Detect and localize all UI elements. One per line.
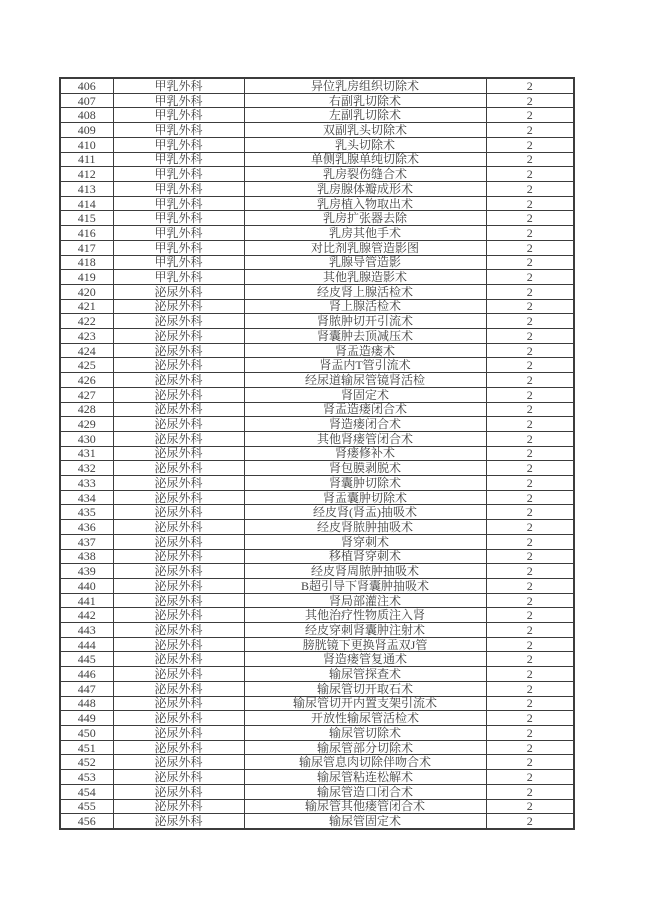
table-row — [60, 196, 574, 211]
table-row — [60, 93, 574, 108]
cell-procedure-name[interactable]: 肾上腺活检术 — [244, 299, 486, 314]
table-row — [60, 211, 574, 226]
cell-row-number[interactable]: 435 — [60, 505, 113, 520]
cell-department[interactable]: 泌尿外科 — [113, 387, 244, 402]
cell-department[interactable]: 甲乳外科 — [113, 93, 244, 108]
cell-procedure-name[interactable]: 肾盂造瘘术 — [244, 343, 486, 358]
cell-department[interactable]: 泌尿外科 — [113, 608, 244, 623]
cell-value[interactable]: 2 — [486, 167, 574, 182]
cell-row-number[interactable]: 417 — [60, 240, 113, 255]
cell-value[interactable]: 2 — [486, 637, 574, 652]
table-row — [60, 343, 574, 358]
cell-procedure-name[interactable]: 乳头切除术 — [244, 137, 486, 152]
table-row — [60, 373, 574, 388]
cell-procedure-name[interactable]: 输尿管息肉切除伴吻合术 — [244, 755, 486, 770]
table-row — [60, 549, 574, 564]
cell-procedure-name[interactable]: 乳房腺体瓣成形术 — [244, 181, 486, 196]
table-row — [60, 681, 574, 696]
cell-row-number[interactable]: 419 — [60, 270, 113, 285]
table-row — [60, 696, 574, 711]
cell-value[interactable]: 2 — [486, 696, 574, 711]
cell-procedure-name[interactable]: 对比剂乳腺管造影图 — [244, 240, 486, 255]
cell-procedure-name[interactable]: 肾盂造瘘闭合术 — [244, 402, 486, 417]
table-row — [60, 137, 574, 152]
cell-procedure-name[interactable]: 单侧乳腺单纯切除术 — [244, 152, 486, 167]
cell-value[interactable]: 2 — [486, 123, 574, 138]
cell-value[interactable]: 2 — [486, 623, 574, 638]
cell-department[interactable]: 泌尿外科 — [113, 696, 244, 711]
cell-value[interactable]: 2 — [486, 652, 574, 667]
table-row — [60, 564, 574, 579]
cell-value[interactable]: 2 — [486, 476, 574, 491]
cell-department[interactable]: 泌尿外科 — [113, 637, 244, 652]
cell-row-number[interactable]: 407 — [60, 93, 113, 108]
cell-value[interactable]: 2 — [486, 784, 574, 799]
table-row — [60, 755, 574, 770]
cell-department[interactable]: 泌尿外科 — [113, 770, 244, 785]
cell-procedure-name[interactable]: 输尿管切除术 — [244, 726, 486, 741]
table-row — [60, 402, 574, 417]
cell-row-number[interactable]: 434 — [60, 490, 113, 505]
cell-value[interactable]: 2 — [486, 152, 574, 167]
cell-row-number[interactable]: 418 — [60, 255, 113, 270]
cell-department[interactable]: 甲乳外科 — [113, 123, 244, 138]
cell-department[interactable]: 甲乳外科 — [113, 240, 244, 255]
table-row — [60, 608, 574, 623]
cell-department[interactable]: 泌尿外科 — [113, 711, 244, 726]
cell-value[interactable]: 2 — [486, 299, 574, 314]
cell-procedure-name[interactable]: 肾造瘘闭合术 — [244, 417, 486, 432]
cell-value[interactable]: 2 — [486, 726, 574, 741]
cell-procedure-name[interactable]: 膀胱镜下更换肾盂双J管 — [244, 637, 486, 652]
cell-department[interactable]: 泌尿外科 — [113, 520, 244, 535]
cell-procedure-name[interactable]: 左副乳切除术 — [244, 108, 486, 123]
cell-procedure-name[interactable]: 乳房扩张器去除 — [244, 211, 486, 226]
cell-row-number[interactable]: 451 — [60, 740, 113, 755]
table-row — [60, 505, 574, 520]
cell-procedure-name[interactable]: 肾囊肿去顶减压术 — [244, 329, 486, 344]
cell-procedure-name[interactable]: 肾囊肿切除术 — [244, 476, 486, 491]
table-row — [60, 711, 574, 726]
cell-procedure-name[interactable]: 输尿管切开内置支架引流术 — [244, 696, 486, 711]
cell-value[interactable]: 2 — [486, 211, 574, 226]
cell-value[interactable]: 2 — [486, 608, 574, 623]
cell-value[interactable]: 2 — [486, 314, 574, 329]
cell-procedure-name[interactable]: 肾固定术 — [244, 387, 486, 402]
cell-value[interactable]: 2 — [486, 534, 574, 549]
cell-department[interactable]: 甲乳外科 — [113, 108, 244, 123]
cell-department[interactable]: 泌尿外科 — [113, 799, 244, 814]
cell-department[interactable]: 泌尿外科 — [113, 358, 244, 373]
table-row — [60, 461, 574, 476]
cell-row-number[interactable]: 453 — [60, 770, 113, 785]
cell-row-number[interactable]: 456 — [60, 814, 113, 829]
cell-procedure-name[interactable]: 经皮肾周脓肿抽吸术 — [244, 564, 486, 579]
cell-department[interactable]: 泌尿外科 — [113, 402, 244, 417]
cell-row-number[interactable]: 406 — [60, 78, 113, 93]
cell-procedure-name[interactable]: 乳房植入物取出术 — [244, 196, 486, 211]
cell-row-number[interactable]: 450 — [60, 726, 113, 741]
cell-department[interactable]: 甲乳外科 — [113, 152, 244, 167]
cell-value[interactable]: 2 — [486, 549, 574, 564]
cell-row-number[interactable]: 421 — [60, 299, 113, 314]
cell-department[interactable]: 泌尿外科 — [113, 755, 244, 770]
cell-row-number[interactable]: 414 — [60, 196, 113, 211]
cell-procedure-name[interactable]: 经尿道输尿管镜肾活检 — [244, 373, 486, 388]
cell-procedure-name[interactable]: 肾盂囊肿切除术 — [244, 490, 486, 505]
cell-department[interactable]: 泌尿外科 — [113, 461, 244, 476]
cell-row-number[interactable]: 431 — [60, 446, 113, 461]
cell-value[interactable]: 2 — [486, 667, 574, 682]
table-row — [60, 652, 574, 667]
table-row — [60, 108, 574, 123]
cell-row-number[interactable]: 444 — [60, 637, 113, 652]
cell-value[interactable]: 2 — [486, 711, 574, 726]
table-row — [60, 667, 574, 682]
cell-value[interactable]: 2 — [486, 446, 574, 461]
cell-value[interactable]: 2 — [486, 593, 574, 608]
cell-value[interactable]: 2 — [486, 520, 574, 535]
cell-department[interactable]: 泌尿外科 — [113, 417, 244, 432]
cell-procedure-name[interactable]: 肾穿刺术 — [244, 534, 486, 549]
cell-procedure-name[interactable]: 输尿管部分切除术 — [244, 740, 486, 755]
table-row — [60, 270, 574, 285]
cell-procedure-name[interactable]: 输尿管切开取石术 — [244, 681, 486, 696]
cell-procedure-name[interactable]: 其他肾瘘管闭合术 — [244, 431, 486, 446]
cell-procedure-name[interactable]: 经皮肾上腺活检术 — [244, 284, 486, 299]
cell-procedure-name[interactable]: 肾瘘修补术 — [244, 446, 486, 461]
cell-row-number[interactable]: 424 — [60, 343, 113, 358]
table-row — [60, 534, 574, 549]
cell-value[interactable]: 2 — [486, 358, 574, 373]
cell-value[interactable]: 2 — [486, 78, 574, 93]
cell-procedure-name[interactable]: 输尿管探查术 — [244, 667, 486, 682]
cell-department[interactable]: 泌尿外科 — [113, 534, 244, 549]
cell-department[interactable]: 泌尿外科 — [113, 373, 244, 388]
cell-procedure-name[interactable]: 输尿管粘连松解术 — [244, 770, 486, 785]
cell-row-number[interactable]: 441 — [60, 593, 113, 608]
cell-department[interactable]: 泌尿外科 — [113, 490, 244, 505]
cell-department[interactable]: 泌尿外科 — [113, 726, 244, 741]
cell-row-number[interactable]: 446 — [60, 667, 113, 682]
cell-value[interactable]: 2 — [486, 181, 574, 196]
table-row — [60, 226, 574, 241]
cell-procedure-name[interactable]: 输尿管造口闭合术 — [244, 784, 486, 799]
cell-value[interactable]: 2 — [486, 270, 574, 285]
cell-row-number[interactable]: 427 — [60, 387, 113, 402]
table-row — [60, 240, 574, 255]
cell-department[interactable]: 泌尿外科 — [113, 740, 244, 755]
cell-value[interactable]: 2 — [486, 343, 574, 358]
cell-department[interactable]: 泌尿外科 — [113, 667, 244, 682]
cell-department[interactable]: 泌尿外科 — [113, 578, 244, 593]
cell-value[interactable]: 2 — [486, 387, 574, 402]
table-row — [60, 329, 574, 344]
table-row — [60, 78, 574, 93]
cell-row-number[interactable]: 420 — [60, 284, 113, 299]
cell-procedure-name[interactable]: 肾脓肿切开引流术 — [244, 314, 486, 329]
cell-department[interactable]: 泌尿外科 — [113, 284, 244, 299]
table-row — [60, 490, 574, 505]
cell-department[interactable]: 泌尿外科 — [113, 299, 244, 314]
table-row — [60, 520, 574, 535]
cell-procedure-name[interactable]: 经皮肾(肾盂)抽吸术 — [244, 505, 486, 520]
table-row — [60, 358, 574, 373]
cell-value[interactable]: 2 — [486, 740, 574, 755]
table-row — [60, 167, 574, 182]
table-row — [60, 623, 574, 638]
cell-department[interactable]: 甲乳外科 — [113, 270, 244, 285]
table-row — [60, 314, 574, 329]
cell-department[interactable]: 甲乳外科 — [113, 137, 244, 152]
table-row — [60, 726, 574, 741]
cell-row-number[interactable]: 408 — [60, 108, 113, 123]
table-row — [60, 784, 574, 799]
cell-department[interactable]: 泌尿外科 — [113, 505, 244, 520]
cell-department[interactable]: 泌尿外科 — [113, 784, 244, 799]
cell-value[interactable]: 2 — [486, 431, 574, 446]
cell-row-number[interactable]: 422 — [60, 314, 113, 329]
table-row — [60, 284, 574, 299]
cell-row-number[interactable]: 426 — [60, 373, 113, 388]
cell-row-number[interactable]: 449 — [60, 711, 113, 726]
cell-row-number[interactable]: 442 — [60, 608, 113, 623]
cell-procedure-name[interactable]: 其他治疗性物质注入肾 — [244, 608, 486, 623]
cell-row-number[interactable]: 455 — [60, 799, 113, 814]
cell-row-number[interactable]: 432 — [60, 461, 113, 476]
cell-department[interactable]: 甲乳外科 — [113, 226, 244, 241]
cell-value[interactable]: 2 — [486, 505, 574, 520]
cell-department[interactable]: 泌尿外科 — [113, 623, 244, 638]
cell-row-number[interactable]: 423 — [60, 329, 113, 344]
cell-department[interactable]: 泌尿外科 — [113, 549, 244, 564]
cell-value[interactable]: 2 — [486, 196, 574, 211]
cell-value[interactable]: 2 — [486, 814, 574, 829]
cell-value[interactable]: 2 — [486, 681, 574, 696]
cell-procedure-name[interactable]: 双副乳头切除术 — [244, 123, 486, 138]
cell-row-number[interactable]: 445 — [60, 652, 113, 667]
cell-value[interactable]: 2 — [486, 137, 574, 152]
cell-department[interactable]: 泌尿外科 — [113, 329, 244, 344]
cell-department[interactable]: 泌尿外科 — [113, 564, 244, 579]
cell-department[interactable]: 泌尿外科 — [113, 343, 244, 358]
table-row — [60, 476, 574, 491]
cell-row-number[interactable]: 428 — [60, 402, 113, 417]
table-row — [60, 431, 574, 446]
table-row — [60, 770, 574, 785]
cell-procedure-name[interactable]: 肾造瘘管复通术 — [244, 652, 486, 667]
cell-value[interactable]: 2 — [486, 417, 574, 432]
cell-row-number[interactable]: 440 — [60, 578, 113, 593]
cell-department[interactable]: 泌尿外科 — [113, 814, 244, 829]
cell-row-number[interactable]: 443 — [60, 623, 113, 638]
table-row — [60, 740, 574, 755]
cell-procedure-name[interactable]: 乳房裂伤缝合术 — [244, 167, 486, 182]
cell-department[interactable]: 泌尿外科 — [113, 431, 244, 446]
cell-department[interactable]: 甲乳外科 — [113, 196, 244, 211]
cell-value[interactable]: 2 — [486, 108, 574, 123]
table-row — [60, 814, 574, 829]
cell-department[interactable]: 泌尿外科 — [113, 593, 244, 608]
cell-procedure-name[interactable]: 经皮肾脓肿抽吸术 — [244, 520, 486, 535]
table-row — [60, 578, 574, 593]
cell-department[interactable]: 甲乳外科 — [113, 181, 244, 196]
cell-value[interactable]: 2 — [486, 402, 574, 417]
cell-department[interactable]: 泌尿外科 — [113, 446, 244, 461]
cell-procedure-name[interactable]: 肾包膜剥脱术 — [244, 461, 486, 476]
table-row — [60, 123, 574, 138]
cell-row-number[interactable]: 433 — [60, 476, 113, 491]
cell-row-number[interactable]: 409 — [60, 123, 113, 138]
cell-row-number[interactable]: 447 — [60, 681, 113, 696]
cell-procedure-name[interactable]: B超引导下肾囊肿抽吸术 — [244, 578, 486, 593]
cell-row-number[interactable]: 416 — [60, 226, 113, 241]
cell-row-number[interactable]: 430 — [60, 431, 113, 446]
cell-procedure-name[interactable]: 异位乳房组织切除术 — [244, 78, 486, 93]
cell-department[interactable]: 泌尿外科 — [113, 681, 244, 696]
table-row — [60, 152, 574, 167]
cell-row-number[interactable]: 439 — [60, 564, 113, 579]
cell-procedure-name[interactable]: 开放性输尿管活检术 — [244, 711, 486, 726]
cell-value[interactable]: 2 — [486, 770, 574, 785]
cell-procedure-name[interactable]: 乳腺导管造影 — [244, 255, 486, 270]
cell-value[interactable]: 2 — [486, 284, 574, 299]
cell-value[interactable]: 2 — [486, 799, 574, 814]
procedure-table — [59, 77, 575, 830]
cell-department[interactable]: 泌尿外科 — [113, 652, 244, 667]
cell-row-number[interactable]: 437 — [60, 534, 113, 549]
cell-procedure-name[interactable]: 肾局部灌注术 — [244, 593, 486, 608]
cell-row-number[interactable]: 425 — [60, 358, 113, 373]
cell-department[interactable]: 泌尿外科 — [113, 314, 244, 329]
cell-row-number[interactable]: 411 — [60, 152, 113, 167]
table-row — [60, 181, 574, 196]
cell-value[interactable]: 2 — [486, 373, 574, 388]
cell-row-number[interactable]: 452 — [60, 755, 113, 770]
cell-procedure-name[interactable]: 右副乳切除术 — [244, 93, 486, 108]
cell-row-number[interactable]: 413 — [60, 181, 113, 196]
cell-row-number[interactable]: 448 — [60, 696, 113, 711]
cell-procedure-name[interactable]: 移植肾穿刺术 — [244, 549, 486, 564]
cell-department[interactable]: 甲乳外科 — [113, 211, 244, 226]
cell-procedure-name[interactable]: 输尿管固定术 — [244, 814, 486, 829]
table-row — [60, 255, 574, 270]
cell-procedure-name[interactable]: 乳房其他手术 — [244, 226, 486, 241]
cell-department[interactable]: 甲乳外科 — [113, 167, 244, 182]
cell-row-number[interactable]: 454 — [60, 784, 113, 799]
table-row — [60, 593, 574, 608]
table-row — [60, 417, 574, 432]
cell-value[interactable]: 2 — [486, 490, 574, 505]
cell-procedure-name[interactable]: 其他乳腺造影术 — [244, 270, 486, 285]
table-row — [60, 637, 574, 652]
cell-value[interactable]: 2 — [486, 755, 574, 770]
cell-department[interactable]: 甲乳外科 — [113, 78, 244, 93]
cell-value[interactable]: 2 — [486, 329, 574, 344]
procedure-table-body — [60, 78, 574, 829]
cell-value[interactable]: 2 — [486, 93, 574, 108]
table-row — [60, 387, 574, 402]
cell-value[interactable]: 2 — [486, 564, 574, 579]
cell-row-number[interactable]: 412 — [60, 167, 113, 182]
cell-procedure-name[interactable]: 输尿管其他瘘管闭合术 — [244, 799, 486, 814]
table-row — [60, 299, 574, 314]
cell-value[interactable]: 2 — [486, 578, 574, 593]
table-row — [60, 446, 574, 461]
cell-row-number[interactable]: 410 — [60, 137, 113, 152]
cell-department[interactable]: 泌尿外科 — [113, 476, 244, 491]
cell-value[interactable]: 2 — [486, 461, 574, 476]
cell-row-number[interactable]: 415 — [60, 211, 113, 226]
cell-department[interactable]: 甲乳外科 — [113, 255, 244, 270]
cell-procedure-name[interactable]: 肾盂内T管引流术 — [244, 358, 486, 373]
cell-row-number[interactable]: 429 — [60, 417, 113, 432]
cell-value[interactable]: 2 — [486, 255, 574, 270]
table-row — [60, 799, 574, 814]
cell-value[interactable]: 2 — [486, 240, 574, 255]
cell-row-number[interactable]: 436 — [60, 520, 113, 535]
cell-procedure-name[interactable]: 经皮穿刺肾囊肿注射术 — [244, 623, 486, 638]
cell-value[interactable]: 2 — [486, 226, 574, 241]
cell-row-number[interactable]: 438 — [60, 549, 113, 564]
